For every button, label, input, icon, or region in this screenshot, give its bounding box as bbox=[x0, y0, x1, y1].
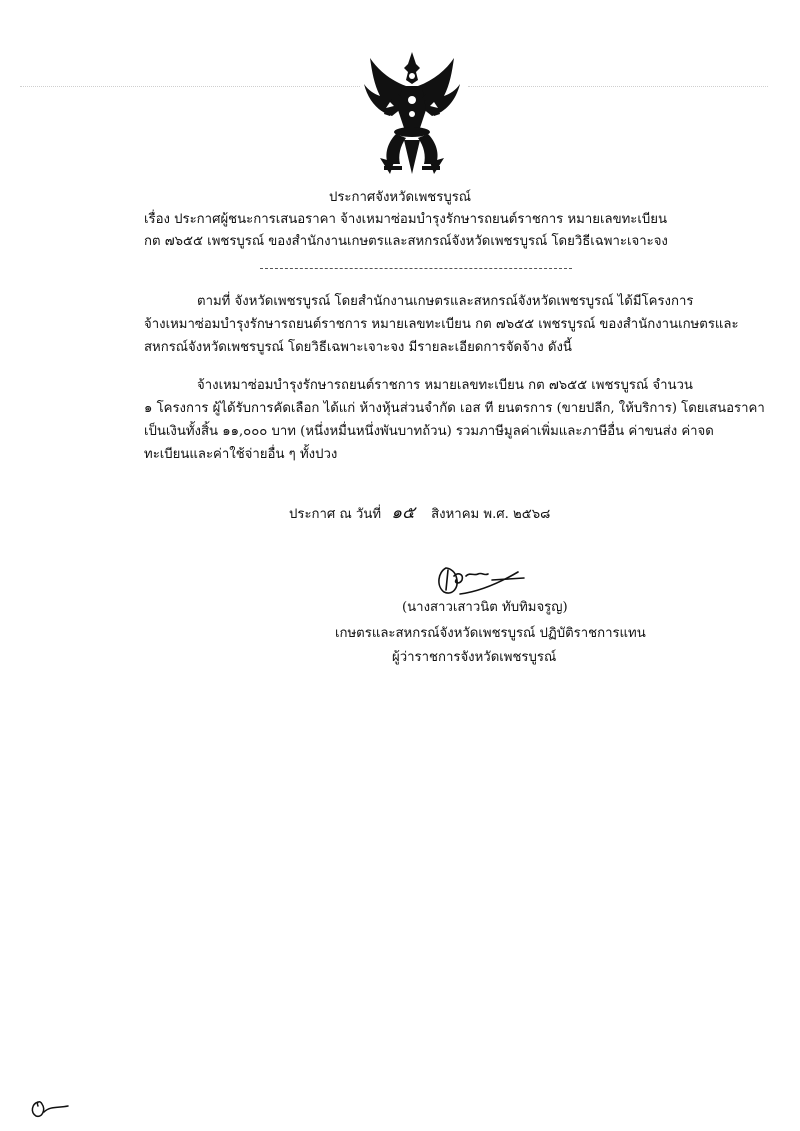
para2-line-2: ๑ โครงการ ผู้ได้รับการคัดเลือก ได้แก่ ห้างหุ้นส่วนจำกัด เอส ที ยนตรการ (ขายปลีก, ให้บริการ) โดยเสนอราคา bbox=[144, 401, 765, 416]
para2-line-3: เป็นเงินทั้งสิ้น ๑๑,๐๐๐ บาท (หนึ่งหมื่นหนึ่งพันบาทถ้วน) รวมภาษีมูลค่าเพิ่มและภาษีอื่น ค่าขนส่ง ค่าจด bbox=[144, 424, 714, 439]
para2-line-4: ทะเบียนและค่าใช้จ่ายอื่น ๆ ทั้งปวง bbox=[144, 447, 338, 462]
signatory-position-2: ผู้ว่าราชการจังหวัดเพชรบูรณ์ bbox=[392, 650, 557, 665]
garuda-emblem-icon bbox=[360, 50, 465, 178]
announcement-title: ประกาศจังหวัดเพชรบูรณ์ bbox=[328, 190, 472, 205]
dateline-month-year: สิงหาคม พ.ศ. ๒๕๖๘ bbox=[431, 507, 551, 522]
subject-line-1: เรื่อง ประกาศผู้ชนะการเสนอราคา จ้างเหมาซ่อมบำรุงรักษารถยนต์ราชการ หมายเลขทะเบียน bbox=[144, 212, 667, 227]
top-dotted-line-left bbox=[20, 86, 360, 87]
dateline bbox=[289, 503, 550, 525]
top-dotted-line-right bbox=[468, 86, 768, 87]
para1-line-1: ตามที่ จังหวัดเพชรบูรณ์ โดยสำนักงานเกษตรและสหกรณ์จังหวัดเพชรบูรณ์ ได้มีโครงการ bbox=[197, 294, 694, 309]
signatory-name: (นางสาวเสาวนิต ทับทิมจรูญ) bbox=[402, 600, 568, 615]
para2-line-1: จ้างเหมาซ่อมบำรุงรักษารถยนต์ราชการ หมายเลขทะเบียน กต ๗๖๕๕ เพชรบูรณ์ จำนวน bbox=[197, 378, 693, 393]
dateline-day: ๑๕ bbox=[391, 503, 415, 523]
para1-line-3: สหกรณ์จังหวัดเพชรบูรณ์ โดยวิธีเฉพาะเจาะจง มีรายละเอียดการจัดจ้าง ดังนี้ bbox=[144, 340, 572, 355]
para1-line-2: จ้างเหมาซ่อมบำรุงรักษารถยนต์ราชการ หมายเลขทะเบียน กต ๗๖๕๕ เพชรบูรณ์ ของสำนักงานเกษตรและ bbox=[144, 317, 739, 332]
initials-icon bbox=[28, 1096, 74, 1120]
signature-icon bbox=[432, 562, 532, 602]
header-divider bbox=[260, 268, 572, 269]
subject-line-2: กต ๗๖๕๕ เพชรบูรณ์ ของสำนักงานเกษตรและสหกรณ์จังหวัดเพชรบูรณ์ โดยวิธีเฉพาะเจาะจง bbox=[144, 234, 668, 249]
dateline-prefix: ประกาศ ณ วันที่ bbox=[289, 507, 382, 522]
signatory-position-1: เกษตรและสหกรณ์จังหวัดเพชรบูรณ์ ปฏิบัติราชการแทน bbox=[335, 626, 646, 641]
